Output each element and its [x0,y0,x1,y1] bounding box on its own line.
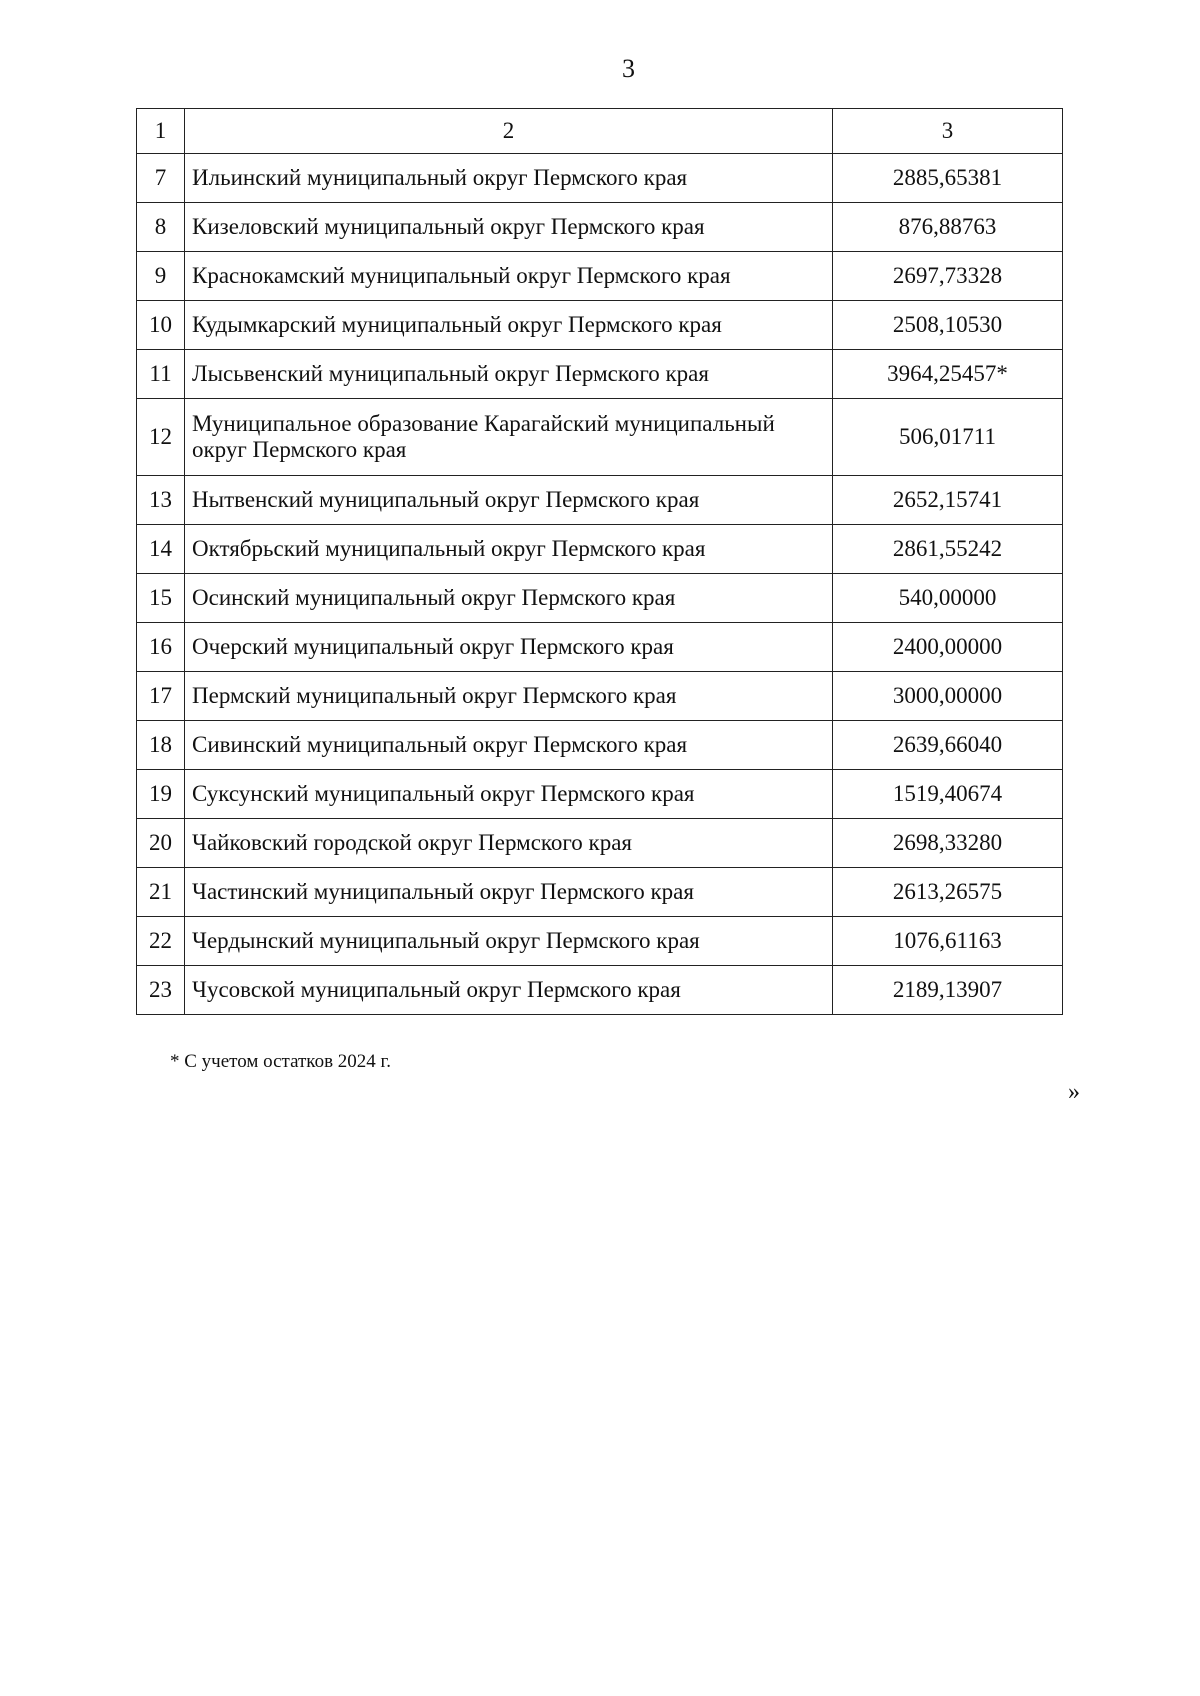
municipality-name: Октябрьский муниципальный округ Пермского края [185,525,833,574]
amount-value: 2652,15741 [833,476,1063,525]
amount-value: 506,01711 [833,399,1063,476]
table-row [137,476,1063,525]
amount-value: 2639,66040 [833,721,1063,770]
municipality-name: Нытвенский муниципальный округ Пермского края [185,476,833,525]
municipality-name: Пермский муниципальный округ Пермского края [185,672,833,721]
row-number: 22 [137,917,185,966]
municipality-name: Очерский муниципальный округ Пермского края [185,623,833,672]
amount-value: 2400,00000 [833,623,1063,672]
municipality-name: Чайковский городской округ Пермского края [185,819,833,868]
amount-value: 2697,73328 [833,252,1063,301]
amount-value: 2189,13907 [833,966,1063,1015]
municipality-name: Ильинский муниципальный округ Пермского края [185,154,833,203]
row-number: 9 [137,252,185,301]
municipality-name: Чердынский муниципальный округ Пермского края [185,917,833,966]
table-row [137,721,1063,770]
row-number: 18 [137,721,185,770]
table-row [137,819,1063,868]
row-number: 10 [137,301,185,350]
amount-value: 2861,55242 [833,525,1063,574]
amount-value: 3000,00000 [833,672,1063,721]
table-row [137,966,1063,1015]
table-row [137,154,1063,203]
row-number: 20 [137,819,185,868]
table-row [137,672,1063,721]
row-number: 14 [137,525,185,574]
allocation-table [136,108,1063,1015]
row-number: 19 [137,770,185,819]
row-number: 16 [137,623,185,672]
amount-value: 2885,65381 [833,154,1063,203]
closing-quote-mark: » [1068,1079,1080,1105]
row-number: 7 [137,154,185,203]
header-cell-2: 2 [185,109,833,154]
amount-value: 1076,61163 [833,917,1063,966]
table-row [137,252,1063,301]
table-header-row [137,109,1063,154]
row-number: 21 [137,868,185,917]
municipality-name: Сивинский муниципальный округ Пермского края [185,721,833,770]
header-cell-3: 3 [833,109,1063,154]
page-number: 3 [622,54,635,83]
table-row [137,399,1063,476]
amount-value: 3964,25457* [833,350,1063,399]
row-number: 17 [137,672,185,721]
amount-value: 540,00000 [833,574,1063,623]
table-row [137,770,1063,819]
municipality-name: Муниципальное образование Карагайский муниципальный округ Пермского края [185,399,833,476]
municipality-name: Кудымкарский муниципальный округ Пермского края [185,301,833,350]
amount-value: 876,88763 [833,203,1063,252]
table-row [137,203,1063,252]
municipality-name: Лысьвенский муниципальный округ Пермского края [185,350,833,399]
table-row [137,574,1063,623]
amount-value: 1519,40674 [833,770,1063,819]
row-number: 13 [137,476,185,525]
row-number: 15 [137,574,185,623]
row-number: 12 [137,399,185,476]
table-row [137,525,1063,574]
amount-value: 2698,33280 [833,819,1063,868]
amount-value: 2613,26575 [833,868,1063,917]
municipality-name: Кизеловский муниципальный округ Пермского края [185,203,833,252]
header-cell-1: 1 [137,109,185,154]
table-row [137,301,1063,350]
municipality-name: Частинский муниципальный округ Пермского края [185,868,833,917]
table-row [137,868,1063,917]
table-row [137,350,1063,399]
table-row [137,917,1063,966]
municipality-name: Краснокамский муниципальный округ Пермского края [185,252,833,301]
row-number: 11 [137,350,185,399]
table-row [137,623,1063,672]
municipality-name: Чусовской муниципальный округ Пермского края [185,966,833,1015]
municipality-name: Осинский муниципальный округ Пермского края [185,574,833,623]
footnote: * С учетом остатков 2024 г. [170,1051,391,1072]
row-number: 8 [137,203,185,252]
amount-value: 2508,10530 [833,301,1063,350]
row-number: 23 [137,966,185,1015]
municipality-name: Суксунский муниципальный округ Пермского края [185,770,833,819]
